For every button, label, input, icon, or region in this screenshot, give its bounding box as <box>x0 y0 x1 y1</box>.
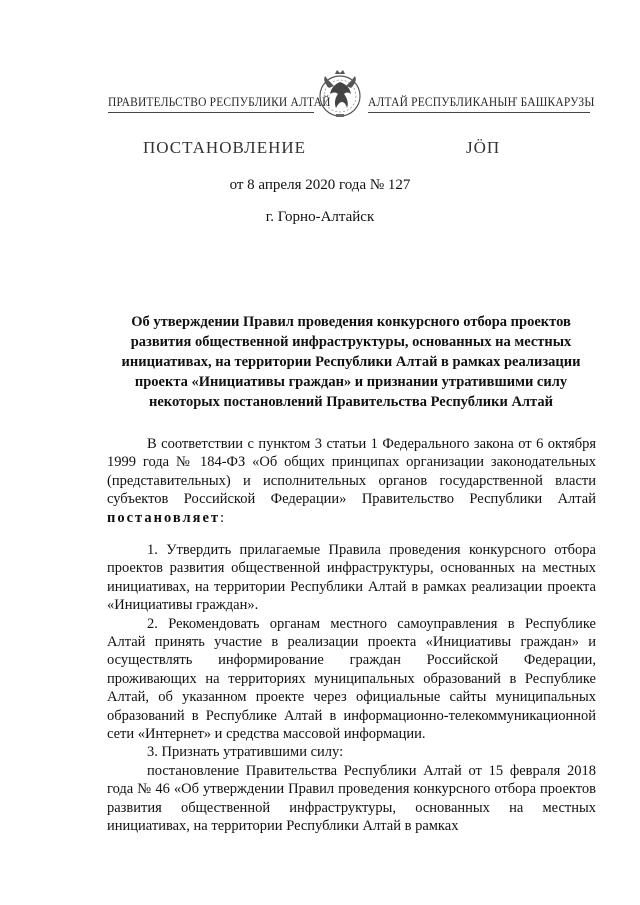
preamble-emphasis: постановляет <box>107 509 221 526</box>
header-rule-left <box>108 112 314 113</box>
government-name-russian: ПРАВИТЕЛЬСТВО РЕСПУБЛИКИ АЛТАЙ <box>108 95 331 109</box>
document-title: Об утверждении Правил проведения конкурсного отбора проектов развития общественной инфраструктуры, основанных на местных инициативах, на территории Республики Алтай в рамках реализации проекта «Инициативы граждан» и признании утратившими силу некоторых постановлений Правительства Республики Алтай <box>121 314 581 410</box>
preamble-text: В соответствии с пунктом 3 статьи 1 Федерального закона от 6 октября 1999 года № 184-ФЗ «Об общих принципах организации законодательных (представительных) и исполнительных органов государственной власти субъектов Российской Федерации» Правительство Республики Алтай <box>107 436 596 508</box>
doc-type-altai: ЈӦП <box>466 138 501 157</box>
place-line: г. Горно-Алтайск <box>265 209 375 225</box>
paragraph-1: 1. Утвердить прилагаемые Правила проведения конкурсного отбора проектов развития общественной инфраструктуры, основанных на местных инициативах, на территории Республики Алтай в рамках реализации проекта «Инициативы граждан». <box>107 542 596 614</box>
date-line: от 8 апреля 2020 года № 127 <box>229 177 411 193</box>
doc-type-russian: ПОСТАНОВЛЕНИЕ <box>143 138 307 157</box>
header-rule-right <box>368 112 590 113</box>
resolution-body <box>107 541 596 836</box>
paragraph-2: 2. Рекомендовать органам местного самоуправления в Республике Алтай принять участие в реализации проекта «Инициативы граждан» и осуществлять информирование граждан Российской Федерации, проживающих на территориях муниципальных образований в Республике Алтай, об указанном проекте через официальные сайты муниципальных образований в Республике Алтай в информационно-телекоммуникационной сети «Интернет» и средства массовой информации. <box>107 615 596 743</box>
republic-coat-of-arms-icon <box>317 66 363 122</box>
paragraph-3: 3. Признать утратившими силу: <box>147 744 344 761</box>
government-name-altai: АЛТАЙ РЕСПУБЛИКАНЫҤ БАШКАРУЗЫ <box>368 95 595 109</box>
preamble <box>107 435 596 527</box>
preamble-suffix: : <box>220 509 225 526</box>
paragraph-3-item-1: постановление Правительства Республики Алтай от 15 февраля 2018 года № 46 «Об утверждении Правил проведения конкурсного отбора проектов развития общественной инфраструктуры, основанных на местных инициативах, на территории Республики Алтай в рамках <box>107 762 596 835</box>
